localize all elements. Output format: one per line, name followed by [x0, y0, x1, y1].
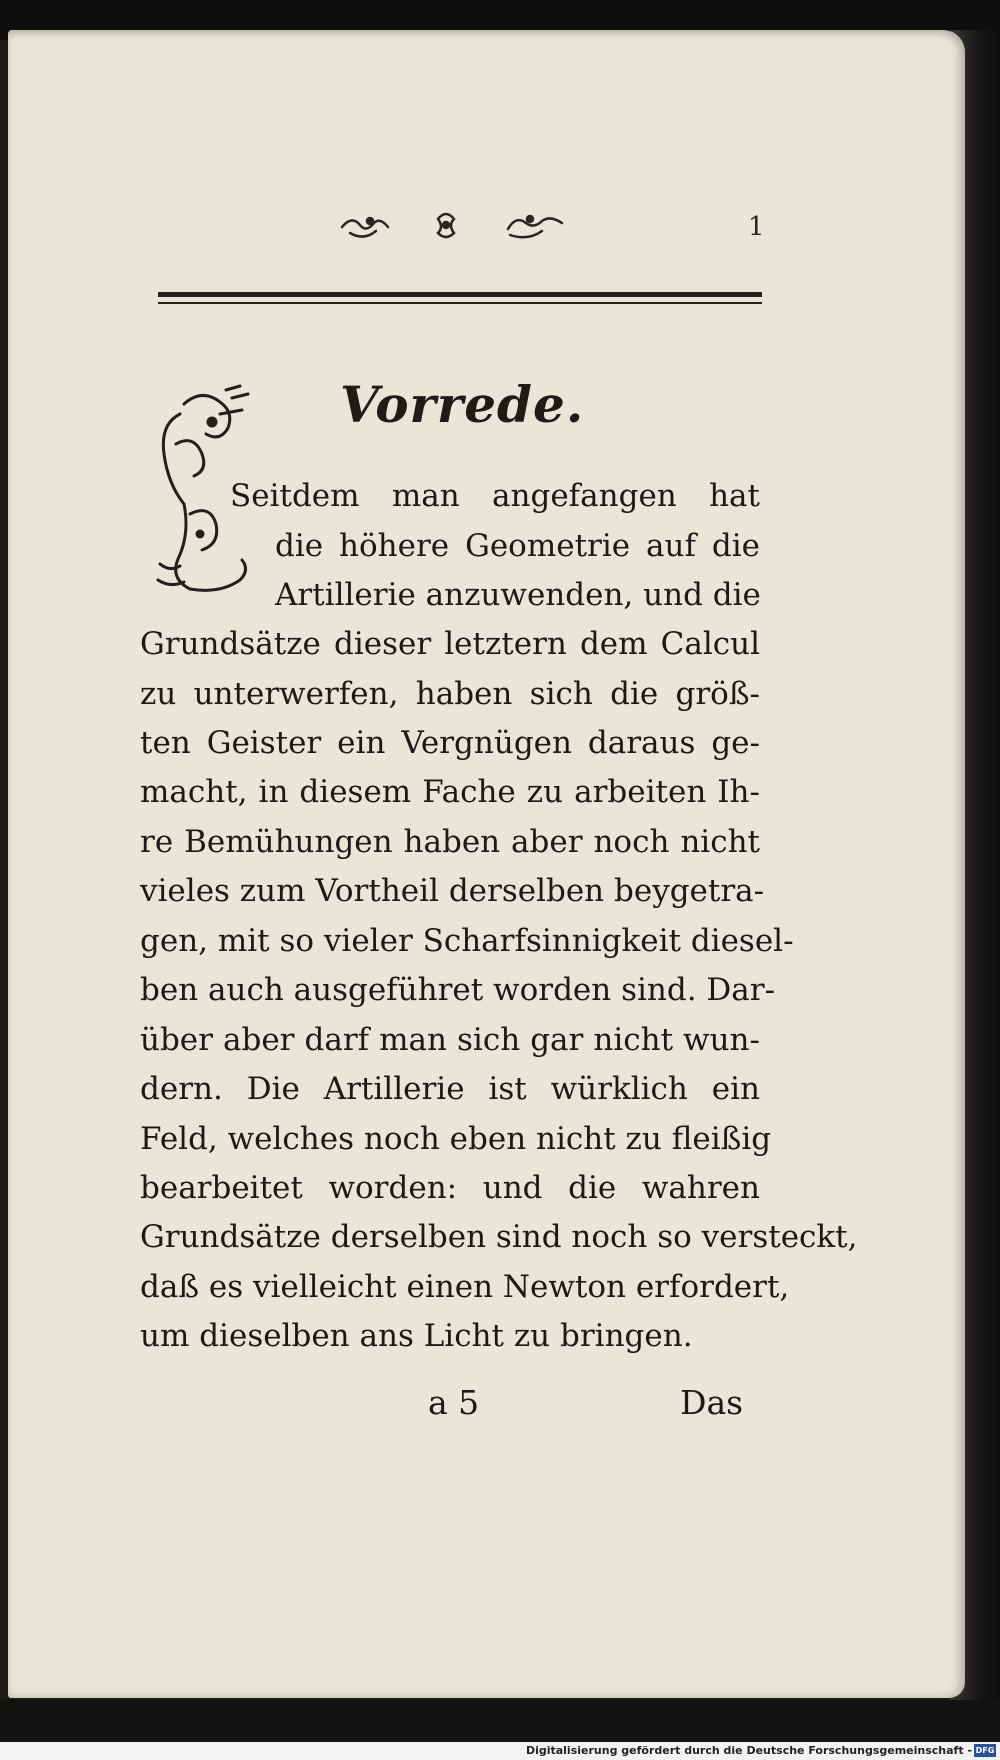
text-line: daß es vielleicht einen Newton erfordert,	[140, 1269, 790, 1305]
chapter-title: Vorrede.	[340, 375, 585, 434]
text-line: gen, mit so vieler Scharfsinnigkeit diesel-	[140, 923, 794, 959]
text-line: Artillerie anzuwenden, und die	[275, 577, 761, 613]
text-line: re Bemühungen haben aber noch nicht	[140, 824, 760, 860]
text-line: um dieselben ans Licht zu bringen.	[140, 1318, 693, 1354]
signature-mark: a 5	[428, 1383, 480, 1422]
text-line: zu unterwerfen, haben sich die größ-	[140, 676, 760, 712]
header-rule-thin	[158, 302, 762, 304]
header-rule-thick	[158, 292, 762, 297]
text-line: ten Geister ein Vergnügen daraus ge-	[140, 725, 760, 761]
page-number: 1	[748, 212, 765, 242]
text-line: Grundsätze derselben sind noch so versteckt,	[140, 1219, 858, 1255]
text-line: Grundsätze dieser letztern dem Calcul	[140, 626, 760, 662]
text-line: vieles zum Vortheil derselben beygetra-	[140, 873, 765, 909]
text-line: Feld, welches noch eben nicht zu fleißig	[140, 1121, 772, 1157]
digitization-credit: Digitalisierung gefördert durch die Deutsche Forschungsgemeinschaft -	[525, 1744, 972, 1757]
text-line: dern. Die Artillerie ist würklich ein	[140, 1071, 760, 1107]
text-line: macht, in diesem Fache zu arbeiten Ih-	[140, 774, 760, 810]
scan-background-bottom	[0, 1700, 1000, 1742]
book-page	[8, 30, 965, 1698]
catchword: Das	[680, 1383, 744, 1422]
text-line: über aber darf man sich gar nicht wun-	[140, 1022, 760, 1058]
text-line: bearbeitet worden: und die wahren	[140, 1170, 760, 1206]
text-line: Seitdem man angefangen hat	[230, 478, 760, 514]
text-line: ben auch ausgeführet worden sind. Dar-	[140, 972, 776, 1008]
text-line: die höhere Geometrie auf die	[275, 528, 760, 564]
headpiece-ornament	[330, 205, 580, 255]
dfg-logo: DFG	[975, 1746, 995, 1755]
